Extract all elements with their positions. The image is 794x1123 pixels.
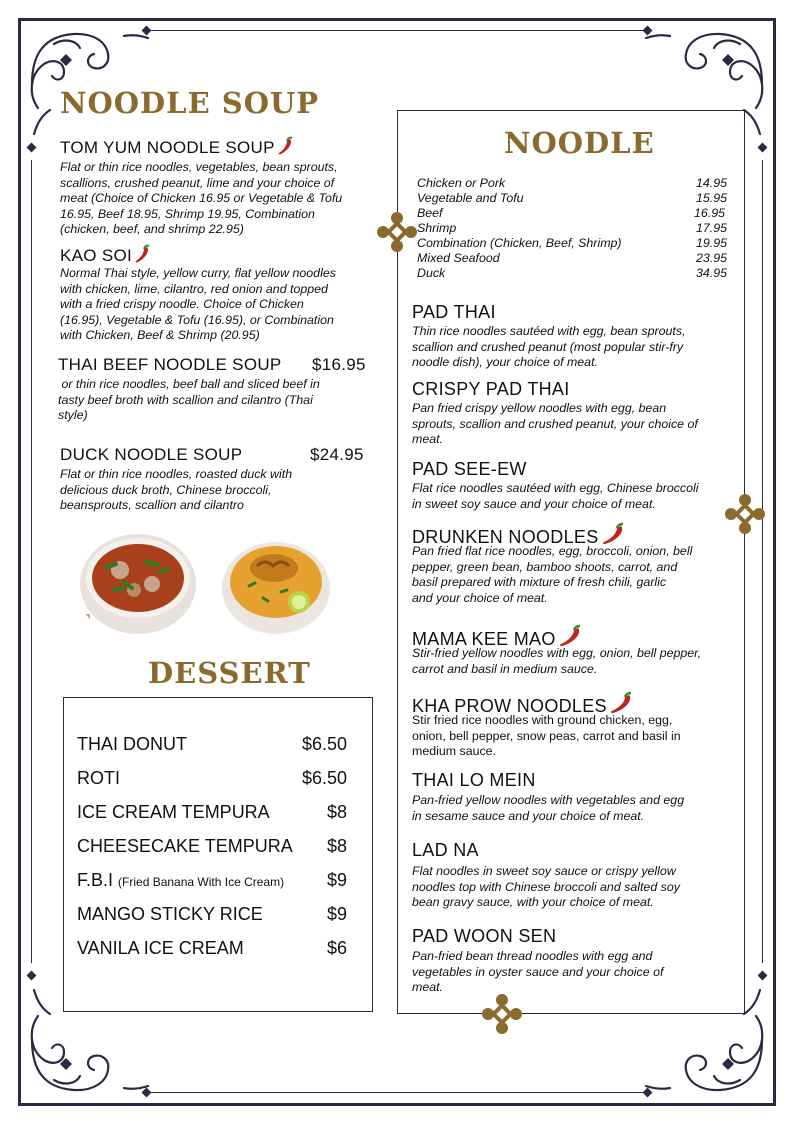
flower-ornament-icon (725, 494, 765, 534)
item-name: TOM YUM NOODLE SOUP (60, 138, 275, 157)
desc-line: Pan fried crispy yellow noodles with egg, bean (412, 401, 667, 415)
price-name: Chicken or Pork (417, 176, 506, 190)
dessert-name: VANILA ICE CREAM (77, 938, 244, 958)
frame-line-top (150, 30, 644, 31)
desc-line: Flat rice noodles sautéed with egg, Chinese broccoli (412, 481, 699, 495)
desc-line: in sesame sauce and your choice of meat. (412, 808, 645, 823)
desc-line: tasty beef broth with scallion and cilantro (Thai (58, 392, 313, 407)
menu-item-title (412, 459, 527, 480)
menu-item-description (60, 467, 370, 514)
price-value: 16.95 (693, 206, 725, 220)
dessert-row (77, 938, 347, 960)
dessert-name (77, 870, 284, 891)
price-name: Combination (Chicken, Beef, Shrimp) (417, 236, 622, 250)
desc-line: with chicken, lime, cilantro, red onion and topped (60, 281, 328, 296)
tom-yum-bowl-photo (76, 528, 200, 640)
desc-line: carrot and basil in medium sauce. (412, 661, 598, 676)
desc-line: (16.95), Vegetable & Tofu (16.95), or Combination (60, 312, 334, 327)
flower-ornament-icon (377, 212, 417, 252)
dessert-price: $6 (326, 938, 347, 958)
menu-item-description (412, 713, 727, 760)
menu-item-price: $24.95 (310, 445, 364, 464)
menu-item-description (60, 266, 370, 344)
menu-item-description (412, 793, 727, 824)
menu-item-title (412, 840, 479, 861)
desc-line: scallion and crushed peanut (most popular stir-fry (412, 339, 684, 354)
menu-item-title (58, 355, 282, 375)
price-row (417, 221, 727, 236)
dessert-price: $6.50 (301, 768, 347, 788)
desc-line: Pan-fried yellow noodles with vegetables and egg (412, 793, 685, 807)
price-name: Vegetable and Tofu (417, 191, 524, 205)
desc-line: noodles top with Chinese broccoli and salted soy (412, 879, 680, 894)
kao-soi-bowl-photo (219, 536, 333, 636)
dessert-price: $8 (326, 802, 347, 822)
desc-line: Normal Thai style, yellow curry, flat yellow noodles (60, 266, 336, 280)
frame-line-right (762, 160, 763, 963)
menu-item-title (412, 302, 496, 323)
noodle-heading: NOODLE (504, 126, 655, 160)
dessert-price: $8 (326, 836, 347, 856)
price-value: 14.95 (695, 176, 727, 190)
flower-ornament-icon (482, 994, 522, 1034)
price-value: 19.95 (695, 236, 727, 250)
price-row (417, 236, 727, 251)
desc-line: bean gravy sauce, with your choice of meat. (412, 895, 654, 910)
desc-line: Stir fried rice noodles with ground chicken, egg, (412, 713, 673, 727)
item-name: PAD SEE-EW (412, 459, 527, 479)
dessert-row (77, 802, 347, 824)
dessert-heading: DESSERT (148, 656, 311, 690)
frame-line-left (31, 160, 32, 963)
desc-line: basil prepared with mixture of fresh chili, garlic (412, 575, 667, 590)
desc-line: onion, bell pepper, snow peas, carrot and basil in (412, 728, 681, 743)
chili-pepper-icon (601, 522, 627, 546)
desc-line: meat. (412, 980, 443, 995)
desc-line: Pan fried flat rice noodles, egg, broccoli, onion, bell (412, 544, 693, 558)
desc-line: Stir-fried yellow noodles with egg, onion, bell pepper, (412, 646, 702, 660)
dessert-name: CHEESECAKE TEMPURA (77, 836, 293, 856)
price-value: 17.95 (695, 221, 727, 235)
desc-line: or thin rice noodles, beef ball and sliced beef in (58, 377, 320, 391)
frame-line-bottom (150, 1092, 644, 1093)
price-row (417, 251, 727, 266)
dessert-row (77, 870, 347, 892)
desc-line: delicious duck broth, Chinese broccoli, (60, 482, 272, 497)
item-name: DRUNKEN NOODLES (412, 527, 599, 547)
dessert-row (77, 768, 347, 790)
menu-item-title (60, 445, 242, 465)
chili-pepper-icon (134, 244, 152, 264)
menu-item-title (60, 136, 295, 158)
menu-item-title (412, 926, 556, 947)
desc-line: Flat noodles in sweet soy sauce or crispy yellow (412, 864, 676, 878)
price-row (417, 206, 727, 221)
desc-line: (chicken, beef, and shrimp 22.95) (60, 222, 244, 237)
menu-item-description (412, 481, 727, 512)
price-name: Duck (417, 266, 446, 280)
menu-item-description (60, 160, 370, 238)
item-name: KHA PROW NOODLES (412, 696, 607, 716)
item-name: CRISPY PAD THAI (412, 379, 570, 399)
menu-item-title (412, 379, 570, 400)
dessert-price: $9 (326, 904, 347, 924)
menu-item-title (412, 770, 536, 791)
dessert-price: $6.50 (301, 734, 347, 754)
desc-line: with a fried crispy noodle. Choice of Chicken (60, 297, 304, 312)
price-name: Shrimp (417, 221, 457, 235)
desc-line: pepper, green bean, bamboo shoots, carrot, and (412, 559, 678, 574)
desc-line: 16.95, Beef 18.95, Shrimp 19.95, Combination (60, 206, 315, 221)
item-name: KAO SOI (60, 246, 133, 265)
desc-line: in sweet soy sauce and your choice of meat. (412, 496, 656, 511)
menu-item-description (412, 949, 727, 996)
dessert-price: $9 (326, 870, 347, 890)
desc-line: noodle dish), your choice of meat. (412, 355, 598, 370)
desc-line: meat (Choice of Chicken 16.95 or Vegetable & Tofu (60, 191, 343, 206)
desc-line: sprouts, scallion and crushed peanut, your choice of (412, 416, 698, 431)
desc-line: Thin rice noodles sautéed with egg, bean sprouts, (412, 324, 686, 338)
desc-line: Flat or thin rice noodles, vegetables, bean sprouts, (60, 160, 338, 174)
menu-item-description (412, 401, 727, 448)
dessert-row (77, 904, 347, 926)
price-row (417, 266, 727, 281)
chili-pepper-icon (609, 691, 635, 715)
desc-line: beansprouts, scallion and cilantro (60, 498, 244, 513)
item-name: THAI LO MEIN (412, 770, 536, 790)
dessert-name-main: F.B.I (77, 870, 114, 890)
price-name: Beef (417, 206, 443, 220)
desc-line: Flat or thin rice noodles, roasted duck with (60, 467, 293, 481)
chili-pepper-icon (558, 624, 584, 648)
desc-line: with Chicken, Beef & Shrimp (20.95) (60, 328, 260, 343)
chili-pepper-icon (277, 136, 295, 156)
price-value: 23.95 (695, 251, 727, 265)
dessert-name: THAI DONUT (77, 734, 187, 754)
item-name: PAD THAI (412, 302, 496, 322)
item-name: LAD NA (412, 840, 479, 860)
desc-line: meat. (412, 432, 443, 447)
desc-line: scallions, crushed peanut, lime and your choice of (60, 175, 335, 190)
menu-item-description (412, 544, 727, 606)
item-name: THAI BEEF NOODLE SOUP (58, 355, 282, 374)
dessert-note: (Fried Banana With Ice Cream) (118, 875, 285, 889)
desc-line: style) (58, 408, 88, 423)
dessert-name: MANGO STICKY RICE (77, 904, 263, 924)
item-name: MAMA KEE MAO (412, 629, 556, 649)
dessert-name: ICE CREAM TEMPURA (77, 802, 270, 822)
desc-line: Pan-fried bean thread noodles with egg and (412, 949, 653, 963)
desc-line: medium sauce. (412, 744, 497, 759)
dessert-row (77, 734, 347, 756)
price-row (417, 176, 727, 191)
price-value: 15.95 (695, 191, 727, 205)
desc-line: and your choice of meat. (412, 590, 548, 605)
item-name: DUCK NOODLE SOUP (60, 445, 243, 464)
menu-item-description (412, 864, 727, 911)
menu-item-title (60, 244, 152, 266)
menu-item-description (58, 377, 368, 424)
menu-item-description (412, 646, 727, 677)
price-name: Mixed Seafood (417, 251, 500, 265)
menu-item-description (412, 324, 727, 371)
price-row (417, 191, 727, 206)
item-name: PAD WOON SEN (412, 926, 557, 946)
desc-line: vegetables in oyster sauce and your choice of (412, 964, 664, 979)
price-value: 34.95 (695, 266, 727, 280)
dessert-row (77, 836, 347, 858)
menu-item-price: $16.95 (312, 355, 366, 374)
noodle-soup-heading: NOODLE SOUP (60, 86, 320, 120)
dessert-name: ROTI (77, 768, 120, 788)
